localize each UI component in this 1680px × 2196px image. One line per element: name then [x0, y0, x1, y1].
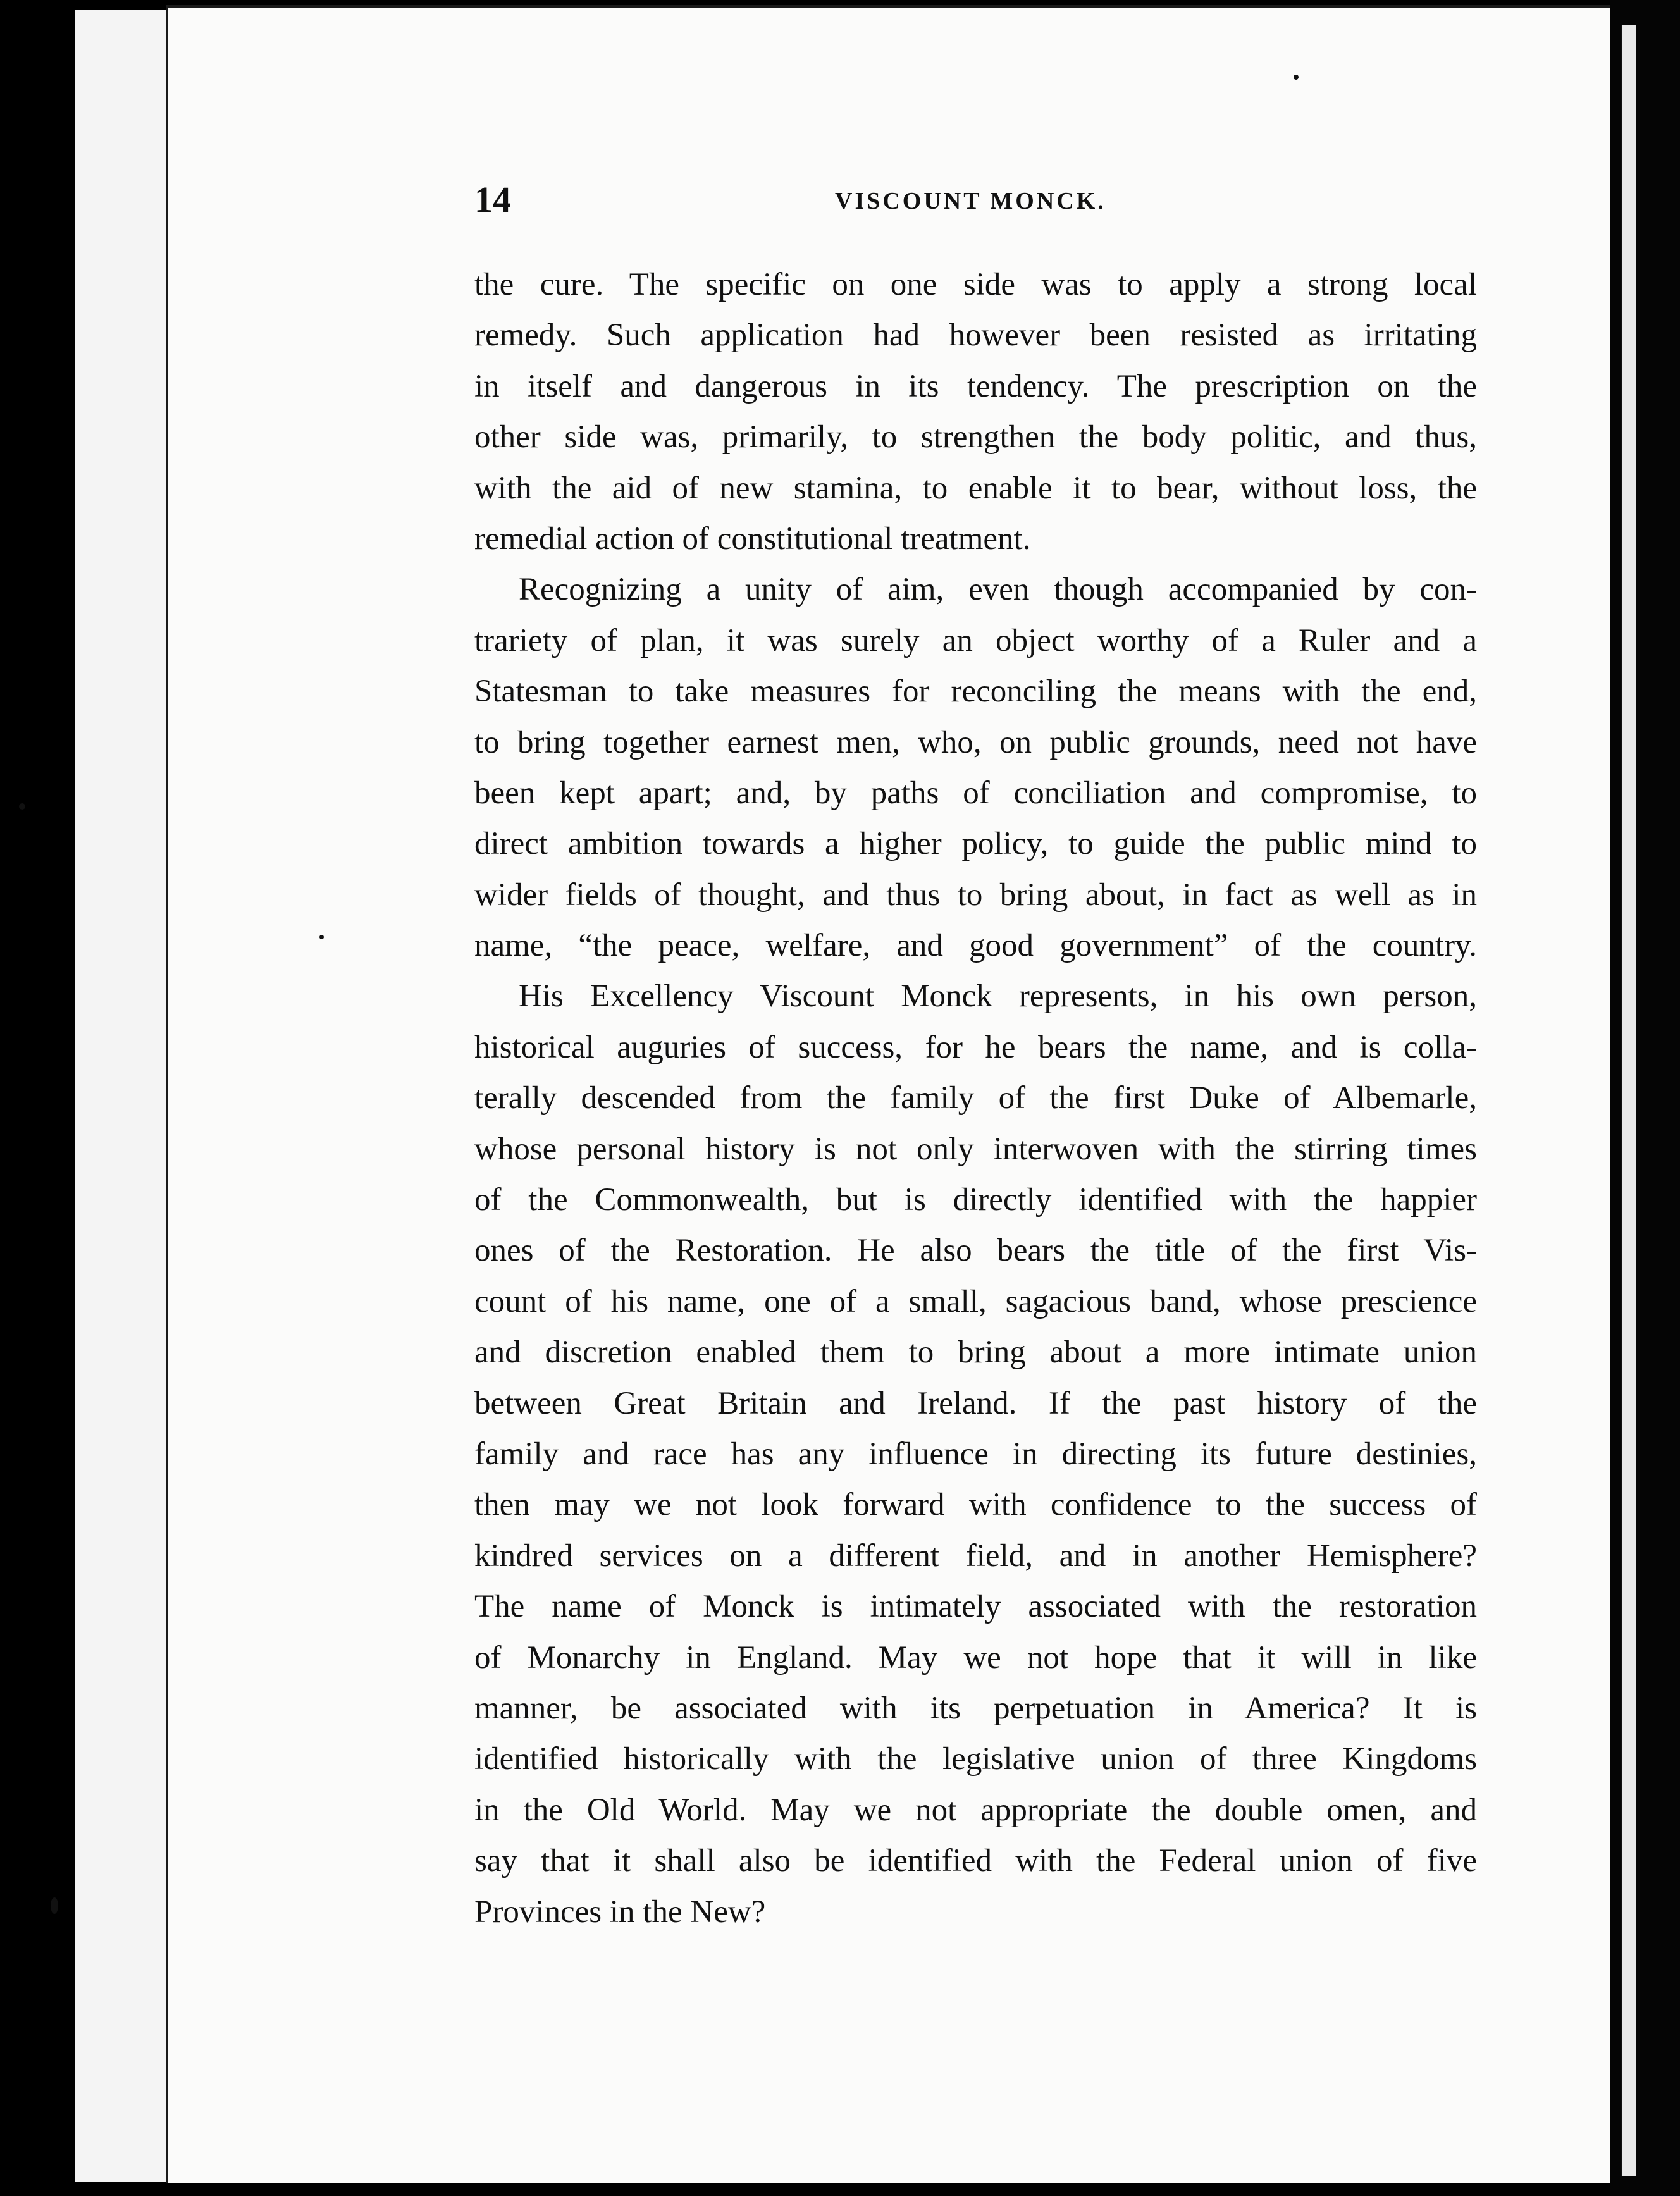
text-line: trariety of plan, it was surely an object worthy of a Ruler and a [474, 622, 1477, 658]
page-header [474, 178, 1474, 229]
text-line: the cure. The specific on one side was to apply a strong local [474, 267, 1477, 302]
text-line: Statesman to take measures for reconciling the means with the end, [474, 674, 1477, 710]
running-head: VISCOUNT MONCK. [835, 188, 1106, 214]
text-line: manner, be associated with its perpetuation in America? It is [474, 1690, 1477, 1726]
text-line: direct ambition towards a higher policy, to guide the public mind to [474, 826, 1477, 862]
text-line: The name of Monck is intimately associated with the restoration [474, 1589, 1477, 1625]
text-line: ones of the Restoration. He also bears the title of the first Vis- [474, 1233, 1477, 1269]
text-line: remedial action of constitutional treatment. [474, 521, 1031, 557]
text-line: and discretion enabled them to bring about a more intimate union [474, 1335, 1477, 1371]
text-line: between Great Britain and Ireland. If the past history of the [474, 1385, 1477, 1421]
text-line: kindred services on a different field, and in another Hemisphere? [474, 1538, 1477, 1574]
text-line: terally descended from the family of the first Duke of Albemarle, [474, 1080, 1477, 1116]
text-line: wider fields of thought, and thus to bring about, in fact as well as in [474, 877, 1477, 913]
text-line: remedy. Such application had however been resisted as irritating [474, 318, 1477, 354]
scan-speck [19, 803, 25, 810]
page-number: 14 [474, 179, 511, 220]
text-line: of Monarchy in England. May we not hope that it will in like [474, 1639, 1477, 1675]
paragraph [474, 971, 1477, 1937]
text-line: family and race has any influence in directing its future destinies, [474, 1436, 1477, 1472]
text-line: say that it shall also be identified with the Federal union of five [474, 1843, 1477, 1879]
scan-speck [1294, 75, 1299, 80]
paragraph [474, 259, 1477, 564]
text-line: identified historically with the legislative union of three Kingdoms [474, 1741, 1477, 1777]
facing-page-edge [1621, 25, 1636, 2176]
text-line: name, “the peace, welfare, and good government” of the country. [474, 928, 1477, 964]
text-line: whose personal history is not only interwoven with the stirring times [474, 1131, 1477, 1167]
text-line: to bring together earnest men, who, on public grounds, need not have [474, 724, 1477, 760]
text-line: other side was, primarily, to strengthen the body politic, and thus, [474, 419, 1477, 455]
text-line: Provinces in the New? [474, 1894, 766, 1930]
text-line: in the Old World. May we not appropriate the double omen, and [474, 1792, 1477, 1828]
text-line: His Excellency Viscount Monck represents, in his own person, [519, 978, 1477, 1015]
text-line: Recognizing a unity of aim, even though accompanied by con- [519, 572, 1477, 608]
text-line: in itself and dangerous in its tendency. The prescription on the [474, 368, 1477, 404]
paragraph [474, 564, 1477, 971]
scan-speck [51, 1897, 58, 1914]
text-line: then may we not look forward with confidence to the success of [474, 1487, 1477, 1523]
text-line: count of his name, one of a small, sagacious band, whose prescience [474, 1283, 1477, 1319]
text-line: been kept apart; and, by paths of conciliation and compromise, to [474, 775, 1477, 811]
text-line: historical auguries of success, for he bears the name, and is colla- [474, 1029, 1477, 1065]
body-text [474, 259, 1477, 1937]
text-line: with the aid of new stamina, to enable it to bear, without loss, the [474, 470, 1477, 506]
scan-speck [319, 935, 324, 939]
text-line: of the Commonwealth, but is directly identified with the happier [474, 1182, 1477, 1218]
